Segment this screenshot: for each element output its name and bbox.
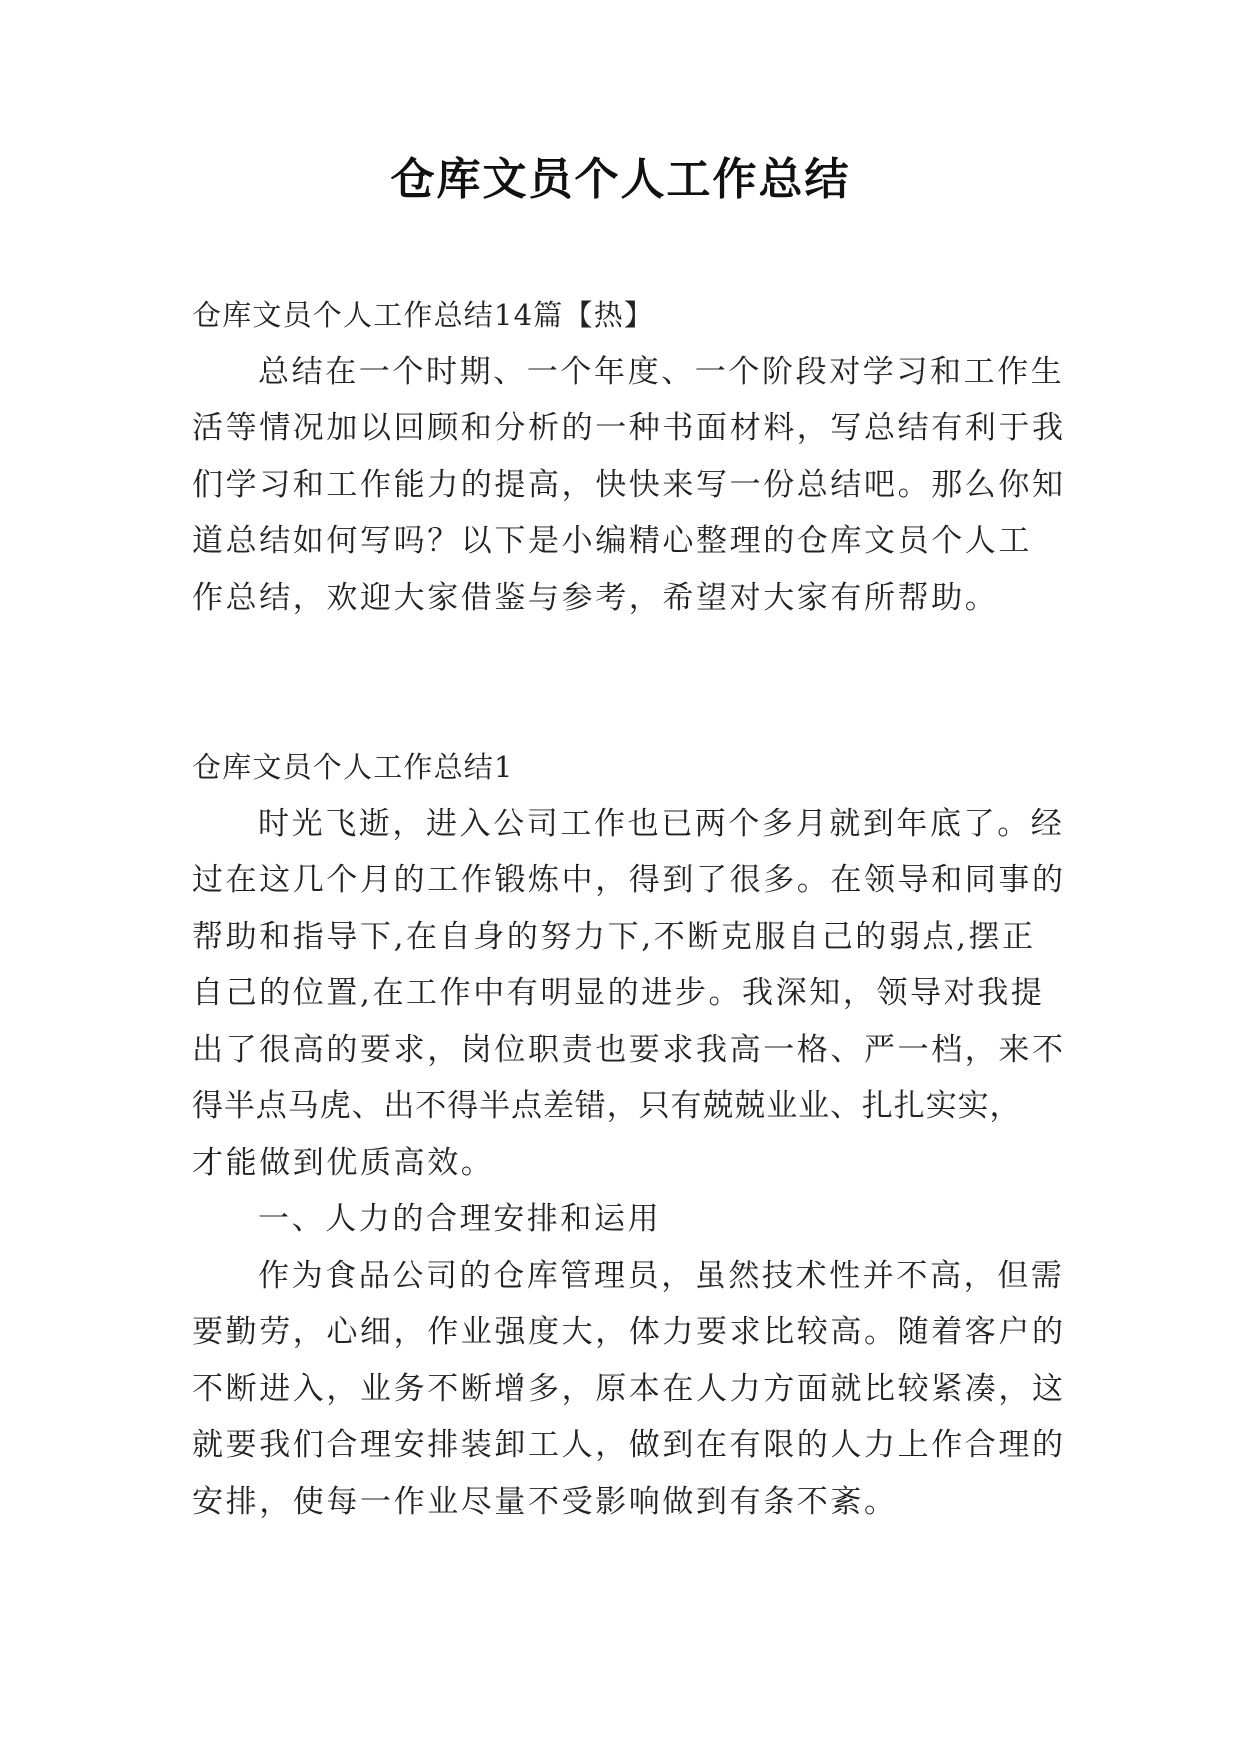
text-line: 道总结如何写吗？以下是小编精心整理的仓库文员个人工 <box>192 523 1032 559</box>
intro-paragraph <box>192 344 1066 627</box>
text-line: 总结在一个时期、一个年度、一个阶段对学习和工作生 <box>258 353 1065 390</box>
text-line: 要勤劳，心细，作业强度大，体力要求比较高。随着客户的 <box>192 1314 1066 1350</box>
text-line: 不断进入，业务不断增多，原本在人力方面就比较紧凑，这 <box>192 1370 1066 1407</box>
document-body <box>192 287 1066 1530</box>
section1-paragraph-1 <box>192 796 1066 1192</box>
section1-paragraph-2 <box>192 1248 1066 1531</box>
section-subheading: 一、人力的合理安排和运用 <box>258 1201 662 1237</box>
text-line: 得半点马虎、出不得半点差错，只有兢兢业业、扎扎实实， <box>192 1088 1022 1124</box>
document-title: 仓库文员个人工作总结 <box>390 154 851 205</box>
section-spacer <box>192 626 1052 739</box>
text-line: 帮助和指导下,在自身的努力下,不断克服自己的弱点,摆正 <box>192 918 1036 955</box>
text-line: 安排，使每一作业尽量不受影响做到有条不紊。 <box>192 1483 898 1520</box>
text-line: 们学习和工作能力的提高，快快来写一份总结吧。那么你知 <box>192 466 1066 503</box>
text-line: 就要我们合理安排装卸工人，做到在有限的人力上作合理的 <box>192 1427 1066 1463</box>
document-subtitle: 仓库文员个人工作总结14篇【热】 <box>192 298 655 332</box>
text-line: 作总结，欢迎大家借鉴与参考，希望对大家有所帮助。 <box>192 579 999 616</box>
text-line: 出了很高的要求，岗位职责也要求我高一格、严一档，来不 <box>192 1031 1066 1068</box>
text-line: 过在这几个月的工作锻炼中，得到了很多。在领导和同事的 <box>192 862 1066 898</box>
text-line: 作为食品公司的仓库管理员，虽然技术性并不高，但需 <box>258 1257 1065 1294</box>
text-line: 时光飞逝，进入公司工作也已两个多月就到年底了。经 <box>258 805 1065 842</box>
text-line: 自己的位置,在工作中有明显的进步。我深知，领导对我提 <box>192 975 1045 1011</box>
text-line: 才能做到优质高效。 <box>192 1144 495 1181</box>
section-heading: 仓库文员个人工作总结1 <box>192 750 514 784</box>
text-line: 活等情况加以回顾和分析的一种书面材料，写总结有利于我 <box>192 410 1066 446</box>
